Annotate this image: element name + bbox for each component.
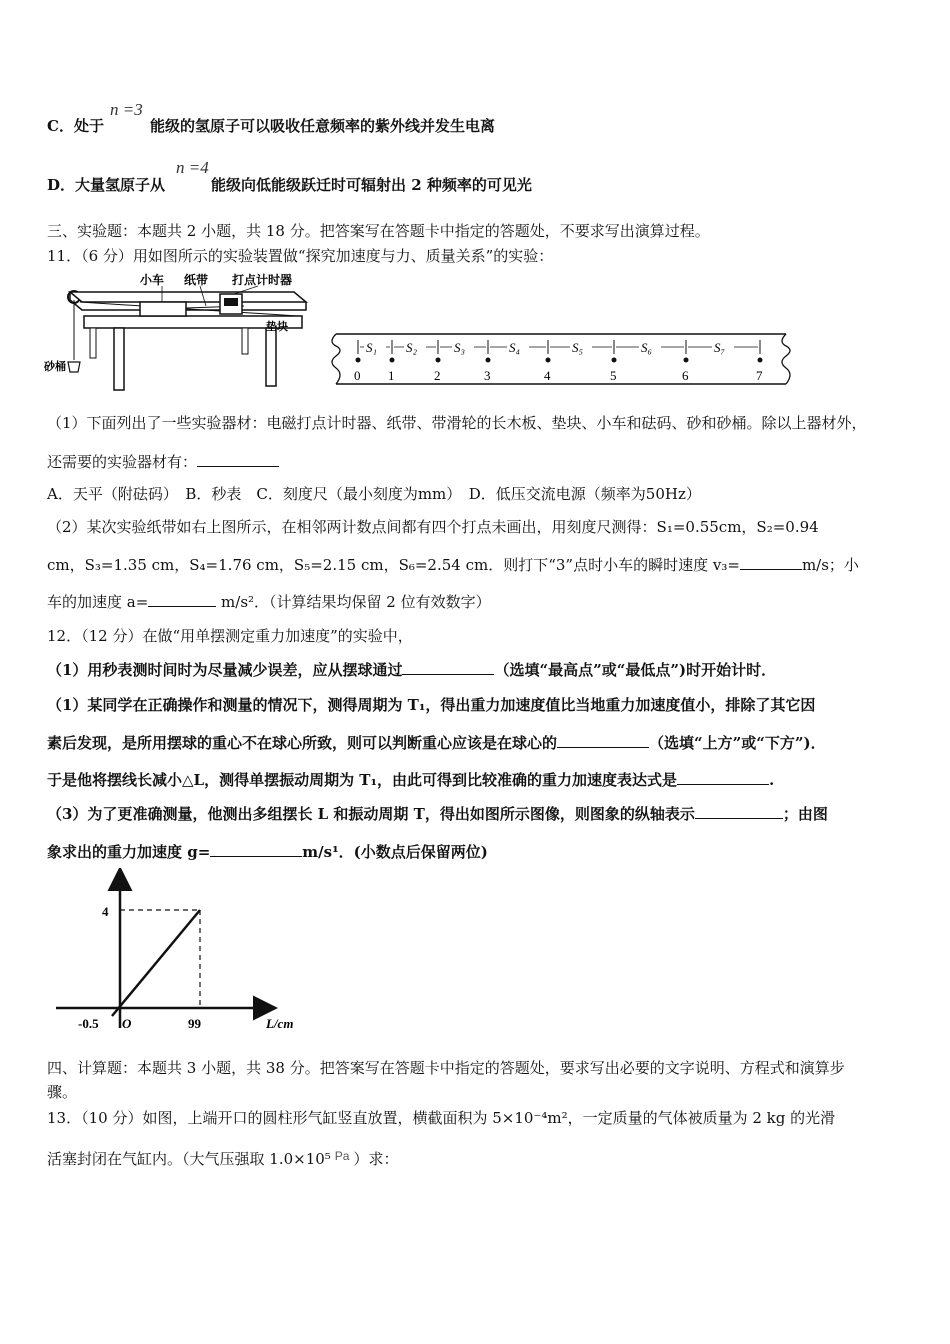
section-3-heading: 三、实验题：本题共 2 小题，共 18 分。把答案写在答题卡中指定的答题处，不要求写出演算过程。: [47, 222, 710, 240]
origin-label: O: [122, 1016, 132, 1031]
question-11-part1-b: 还需要的实验器材有：: [47, 452, 279, 472]
section-4-heading-b: 骤。: [47, 1083, 78, 1101]
y-tick-4: 4: [102, 904, 109, 919]
question-12-part2-a: （1）某同学在正确操作和测量的情况下，测得周期为 T₁，得出重力加速度值比当地重力加速度值小，排除了其它因: [47, 696, 816, 714]
answer-blank-g-value[interactable]: [210, 842, 302, 857]
answer-blank-v3[interactable]: [740, 555, 802, 570]
tape-point-label: 1: [388, 368, 395, 383]
label-bucket: 砂桶: [44, 361, 66, 373]
question-13-a: 13．（10 分）如图，上端开口的圆柱形气缸竖直放置，横截面积为 5×10⁻⁴m²，一定质量的气体被质量为 2 kg 的光滑: [47, 1109, 836, 1127]
question-11-options: A．天平（附砝码） B．秒表 C．刻度尺（最小刻度为mm） D．低压交流电源（频率为50Hz）: [47, 485, 701, 503]
tape-point-label: 3: [484, 368, 491, 383]
tape-point-label: 5: [610, 368, 617, 383]
question-11-part2-b: cm，S₃=1.35 cm，S₄=1.76 cm，S₅=2.15 cm，S₆=2.54 cm．则打下“3”点时小车的瞬时速度 v₃= m/s；小: [47, 556, 859, 574]
tape-marks: [354, 339, 763, 383]
answer-blank-center-position[interactable]: [557, 733, 649, 748]
tape-segment-label: S₂: [406, 340, 418, 355]
tape-point-label: 0: [354, 368, 361, 383]
paper-tape-figure: [326, 330, 800, 388]
tape-dot-1: [390, 358, 395, 363]
tape-segment-label: S₇: [714, 340, 726, 355]
question-12-part3-b: 象求出的重力加速度 g= m/s¹．(小数点后保留两位): [47, 843, 488, 861]
tape-point-label: 7: [756, 368, 763, 383]
tape-dot-2: [436, 358, 441, 363]
tape-dot-4: [546, 358, 551, 363]
label-pad: 垫块: [266, 321, 288, 333]
tape-point-label: 4: [544, 368, 551, 383]
question-13-b: 活塞封闭在气缸内。（大气压强取 1.0×10⁵ $^{Pa}$ ）求：: [47, 1149, 399, 1168]
question-11-stem: 11．（6 分）用如图所示的实验装置做“探究加速度与力、质量关系”的实验：: [47, 247, 554, 265]
tape-segment-label: S₄: [509, 340, 521, 355]
tape-point-label: 2: [434, 368, 441, 383]
answer-blank-timing-point[interactable]: [402, 660, 494, 675]
question-12-part3-a: （3）为了更准确测量，他测出多组摆长 L 和振动周期 T，得出如图所示图像，则图象的纵轴表示 ；由图: [47, 805, 828, 823]
tape-dot-3: [486, 358, 491, 363]
tape-segment-label: S₆: [641, 340, 653, 355]
label-timer: 打点计时器: [232, 273, 293, 287]
answer-blank-acceleration[interactable]: [148, 592, 216, 607]
option-d-n: n =4: [176, 158, 209, 177]
label-tape: 纸带: [184, 273, 209, 287]
question-11-part2-a: （2）某次实验纸带如右上图所示，在相邻两计数点间都有四个打点未画出，用刻度尺测得：S₁=0.55cm，S₂=0.94: [47, 518, 819, 536]
question-12-part2-b: 素后发现，是所用摆球的重心不在球心所致，则可以判断重心应该是在球心的 （选填“上方”或“下方”)．: [47, 734, 826, 752]
x-tick-99: 99: [188, 1016, 201, 1031]
x-axis-label: L/cm: [266, 1016, 294, 1031]
data-line: [112, 910, 200, 1016]
answer-blank-g-expression[interactable]: [677, 770, 769, 785]
tape-segment-label: S₁: [366, 340, 378, 355]
option-d: D．大量氢原子从 能级向低能级跃迁时可辐射出 2 种频率的可见光: [47, 176, 532, 194]
question-12-part1: （1）用秒表测时间时为尽量减少误差，应从摆球通过 （选填“最高点”或“最低点”)时开始计时．: [47, 661, 777, 679]
tape-dot-6: [684, 358, 689, 363]
tape-dot-7: [758, 358, 763, 363]
option-c: C．处于 能级的氢原子可以吸收任意频率的紫外线并发生电离: [47, 117, 495, 135]
t2-l-graph: [50, 868, 310, 1038]
question-12-part2-c: 于是他将摆线长减小△L，测得单摆振动周期为 T₁，由此可得到比较准确的重力加速度表达式是 .: [47, 771, 775, 789]
tape-point-label: 6: [682, 368, 689, 383]
tape-dot-0: [356, 358, 361, 363]
question-11-part1-a: （1）下面列出了一些实验器材：电磁打点计时器、纸带、带滑轮的长木板、垫块、小车和砝码、砂和砂桶。除以上器材外，: [47, 414, 867, 432]
question-11-part2-c: 车的加速度 a= m/s²．（计算结果均保留 2 位有效数字）: [47, 593, 491, 611]
answer-blank-y-axis[interactable]: [695, 804, 783, 819]
section-4-heading-a: 四、计算题：本题共 3 小题，共 38 分。把答案写在答题卡中指定的答题处，要求写出必要的文字说明、方程式和演算步: [47, 1059, 845, 1077]
pressure-unit: Pa: [334, 1149, 350, 1163]
label-car: 小车: [140, 273, 165, 287]
tape-segment-label: S₅: [572, 340, 584, 355]
tape-segment-label: S₃: [454, 340, 466, 355]
option-c-n: n =3: [110, 100, 143, 119]
tape-dot-5: [612, 358, 617, 363]
x-tick-neg: -0.5: [78, 1016, 99, 1031]
question-12-stem: 12．（12 分）在做“用单摆测定重力加速度”的实验中，: [47, 627, 413, 645]
apparatus-figure: [44, 272, 310, 392]
answer-blank-equipment[interactable]: [197, 452, 279, 467]
